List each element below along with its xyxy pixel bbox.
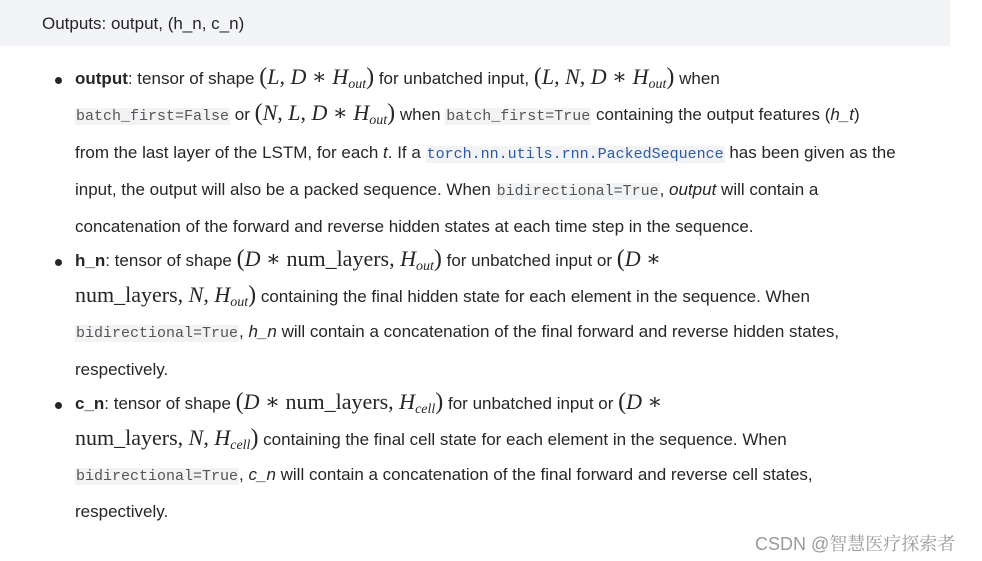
output-line-3: from the last layer of the LSTM, for each t. If a torch.nn.utils.rnn.PackedSequence has been given as the — [75, 143, 896, 163]
cn-term: c_n — [75, 394, 105, 413]
hn-term: h_n — [75, 251, 106, 270]
code-bidirectional-true: bidirectional=True — [496, 183, 659, 200]
output-line-4: input, the output will also be a packed sequence. When bidirectional=True, output will contain a — [75, 180, 819, 200]
bullet-icon — [55, 77, 62, 84]
hn-line-4: respectively. — [75, 360, 169, 379]
packed-sequence-link[interactable]: torch.nn.utils.rnn.PackedSequence — [426, 146, 724, 163]
cn-line-2: num_layers, N, $H_{cell}$) containing the final cell state for each element in the sequence. When — [75, 425, 787, 453]
hn-line-2: num_layers, N, $H_{out}$) containing the final hidden state for each element in the sequence. When — [75, 282, 810, 310]
code-batch-first-false: batch_first=False — [76, 108, 230, 125]
math-shape-output-batched: (L, N, D ∗ $H_{out}$) — [533, 64, 675, 92]
math-shape-cn: (D ∗ num_layers, $H_{cell}$) — [235, 389, 444, 417]
math-shape-cn-batched: num_layers, N, $H_{cell}$) — [75, 425, 259, 453]
outputs-header-title: Outputs: output, (h_n, c_n) — [42, 14, 245, 33]
cn-line-3: bidirectional=True, c_n will contain a concatenation of the final forward and reverse cell states, — [76, 465, 813, 485]
math-shape-output: (L, D ∗ $H_{out}$) — [259, 64, 375, 92]
bullet-icon — [55, 402, 62, 409]
cn-line-4: respectively. — [75, 502, 169, 521]
hn-line-1: h_n: tensor of shape (D ∗ num_layers, $H_{out}$) for unbatched input or (D ∗ — [75, 246, 662, 274]
code-bidirectional-true: bidirectional=True — [76, 325, 239, 342]
math-shape-hn: (D ∗ num_layers, $H_{out}$) — [236, 246, 442, 274]
outputs-header-bar — [0, 0, 950, 46]
cn-line-1: c_n: tensor of shape (D ∗ num_layers, $H_{cell}$) for unbatched input or (D ∗ — [75, 389, 663, 417]
bullet-icon — [55, 259, 62, 266]
output-line-5: concatenation of the forward and reverse hidden states at each time step in the sequence. — [75, 217, 754, 236]
output-line-2: batch_first=False or (N, L, D ∗ $H_{out}$) when batch_first=True containing the output features (h_t) — [76, 100, 860, 128]
output-term: output — [75, 69, 128, 88]
hn-line-3: bidirectional=True, h_n will contain a concatenation of the final forward and reverse hidden states, — [76, 322, 840, 342]
math-shape-hn-batched: num_layers, N, $H_{out}$) — [75, 282, 257, 310]
code-bidirectional-true: bidirectional=True — [76, 468, 239, 485]
csdn-watermark: CSDN @智慧医疗探索者 — [755, 534, 956, 554]
math-shape-output-batch-first: (N, L, D ∗ $H_{out}$) — [254, 100, 396, 128]
code-batch-first-true: batch_first=True — [446, 108, 591, 125]
output-line-1: output: tensor of shape (L, D ∗ $H_{out}$) for unbatched input, (L, N, D ∗ $H_{out}$) when — [75, 64, 720, 92]
